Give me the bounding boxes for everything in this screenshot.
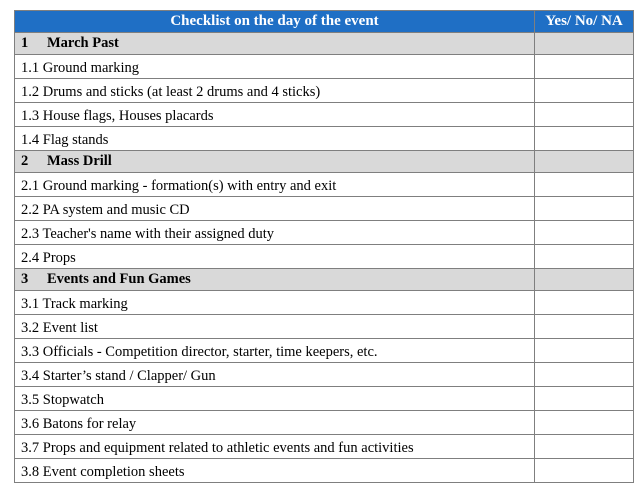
section-title-cell [15,33,535,55]
checklist-row [15,79,634,103]
checklist-row [15,245,634,269]
section-title: March Past [47,35,119,51]
section-title-cell [15,151,535,173]
answer-cell[interactable] [535,339,634,363]
answer-cell[interactable] [535,411,634,435]
answer-cell[interactable] [535,387,634,411]
checklist-row [15,315,634,339]
checklist-item: 1.1 Ground marking [15,55,535,79]
checklist-row [15,291,634,315]
checklist-item: 2.4 Props [15,245,535,269]
checklist-item: 2.1 Ground marking - formation(s) with entry and exit [15,173,535,197]
checklist-row [15,103,634,127]
checklist-item: 1.3 House flags, Houses placards [15,103,535,127]
answer-cell[interactable] [535,173,634,197]
answer-cell[interactable] [535,197,634,221]
answer-cell[interactable] [535,33,634,55]
checklist-item: 1.4 Flag stands [15,127,535,151]
checklist-item: 3.4 Starter’s stand / Clapper/ Gun [15,363,535,387]
section-row-events-and-fun-games [15,269,634,291]
checklist-row [15,173,634,197]
section-title: Events and Fun Games [47,271,191,287]
answer-cell[interactable] [535,363,634,387]
answer-cell[interactable] [535,103,634,127]
answer-cell[interactable] [535,291,634,315]
checklist-item: 1.2 Drums and sticks (at least 2 drums and 4 sticks) [15,79,535,103]
checklist-row [15,435,634,459]
checklist-item: 3.7 Props and equipment related to athletic events and fun activities [15,435,535,459]
event-checklist-table [14,10,634,483]
header-row [15,11,634,33]
answer-cell[interactable] [535,269,634,291]
section-title-cell [15,269,535,291]
answer-cell[interactable] [535,151,634,173]
answer-cell[interactable] [535,221,634,245]
answer-cell[interactable] [535,245,634,269]
checklist-item: 3.6 Batons for relay [15,411,535,435]
answer-cell[interactable] [535,55,634,79]
checklist-row [15,459,634,483]
answer-cell[interactable] [535,127,634,151]
checklist-item: 2.3 Teacher's name with their assigned duty [15,221,535,245]
checklist-row [15,127,634,151]
section-number: 2 [21,153,29,169]
checklist-row [15,363,634,387]
checklist-item: 3.1 Track marking [15,291,535,315]
answer-column-header: Yes/ No/ NA [535,11,634,33]
answer-cell[interactable] [535,315,634,339]
checklist-item: 3.8 Event completion sheets [15,459,535,483]
checklist-item: 3.3 Officials - Competition director, starter, time keepers, etc. [15,339,535,363]
checklist-row [15,197,634,221]
section-row-march-past [15,33,634,55]
answer-cell[interactable] [535,459,634,483]
answer-cell[interactable] [535,435,634,459]
section-number: 3 [21,271,29,287]
checklist-row [15,411,634,435]
answer-cell[interactable] [535,79,634,103]
checklist-row [15,339,634,363]
section-number: 1 [21,35,29,51]
checklist-column-header: Checklist on the day of the event [15,11,535,33]
checklist-item: 2.2 PA system and music CD [15,197,535,221]
checklist-row [15,221,634,245]
section-row-mass-drill [15,151,634,173]
section-title: Mass Drill [47,153,112,169]
checklist-row [15,387,634,411]
checklist-item: 3.2 Event list [15,315,535,339]
checklist-item: 3.5 Stopwatch [15,387,535,411]
checklist-row [15,55,634,79]
